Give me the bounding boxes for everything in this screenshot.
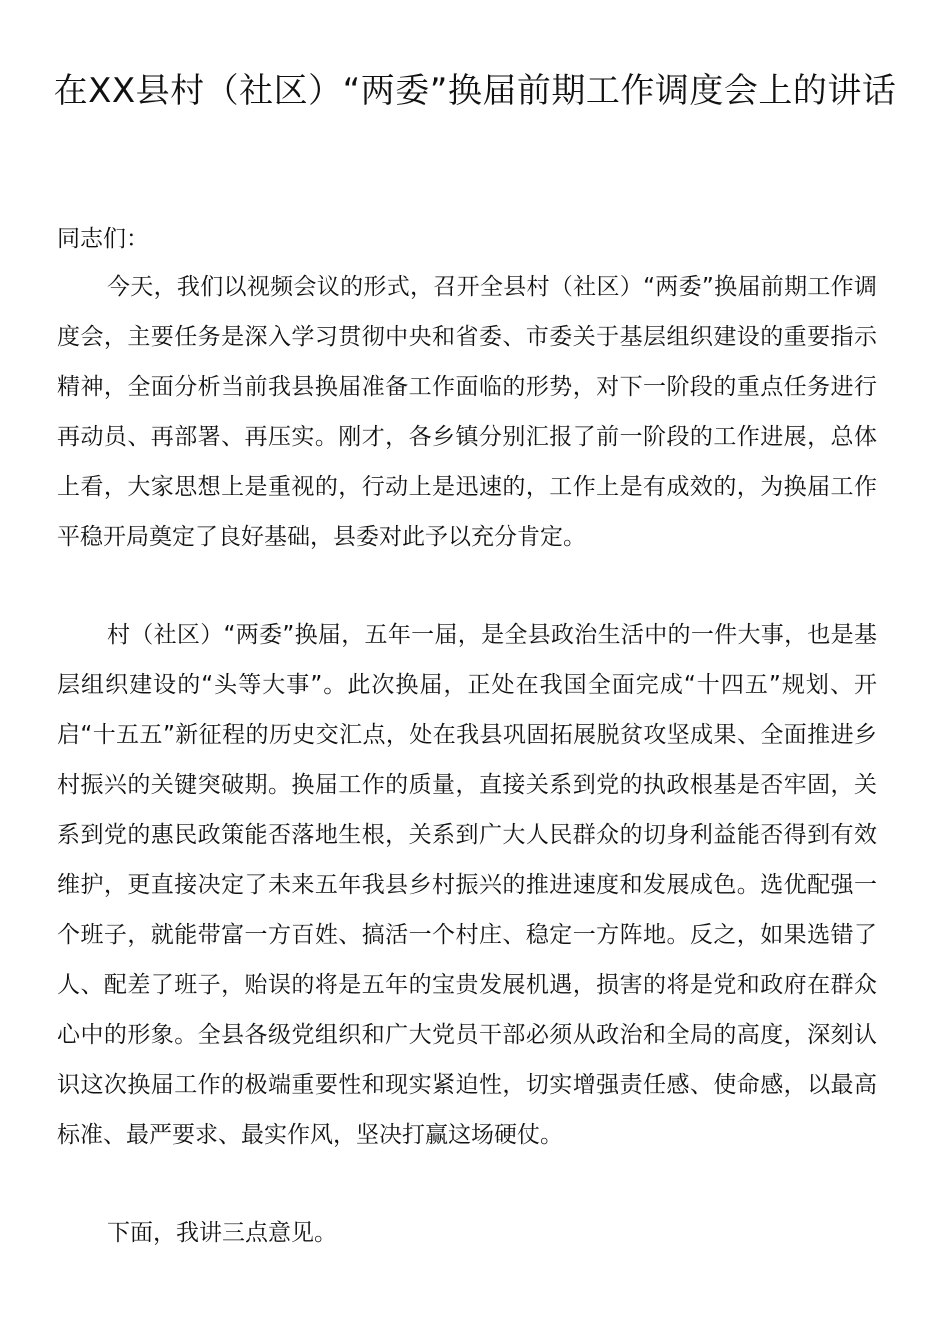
paragraph-1: 今天，我们以视频会议的形式，召开全县村（社区）“两委”换届前期工作调度会，主要任务是深入学习贯彻中央和省委、市委关于基层组织建设的重要指示精神，全面分析当前我县换届准备工作面临的形势，对下一阶段的重点任务进行再动员、再部署、再压实。刚才，各乡镇分别汇报了前一阶段的工作进展，总体上看，大家思想上是重视的，行动上是迅速的，工作上是有成效的，为换届工作平稳开局奠定了良好基础，县委对此予以充分肯定。 xyxy=(57,274,877,550)
paragraph-3: 下面，我讲三点意见。 xyxy=(107,1220,337,1246)
salutation: 同志们： xyxy=(57,226,149,252)
document-title: 在XX县村（社区）“两委”换届前期工作调度会上的讲话 xyxy=(53,71,897,111)
paragraph-2: 村（社区）“两委”换届，五年一届，是全县政治生活中的一件大事，也是基层组织建设的“头等大事”。此次换届，正处在我国全面完成“十四五”规划、开启“十五五”新征程的历史交汇点，处在我县巩固拓展脱贫攻坚成果、全面推进乡村振兴的关键突破期。换届工作的质量，直接关系到党的执政根基是否牢固，关系到党的惠民政策能否落地生根，关系到广大人民群众的切身利益能否得到有效维护，更直接决定了未来五年我县乡村振兴的推进速度和发展成色。选优配强一个班子，就能带富一方百姓、搞活一个村庄、稳定一方阵地。反之，如果选错了人、配差了班子，贻误的将是五年的宝贵发展机遇，损害的将是党和政府在群众心中的形象。全县各级党组织和广大党员干部必须从政治和全局的高度，深刻认识这次换届工作的极端重要性和现实紧迫性，切实增强责任感、使命感，以最高标准、最严要求、最实作风，坚决打赢这场硬仗。 xyxy=(57,622,877,1148)
